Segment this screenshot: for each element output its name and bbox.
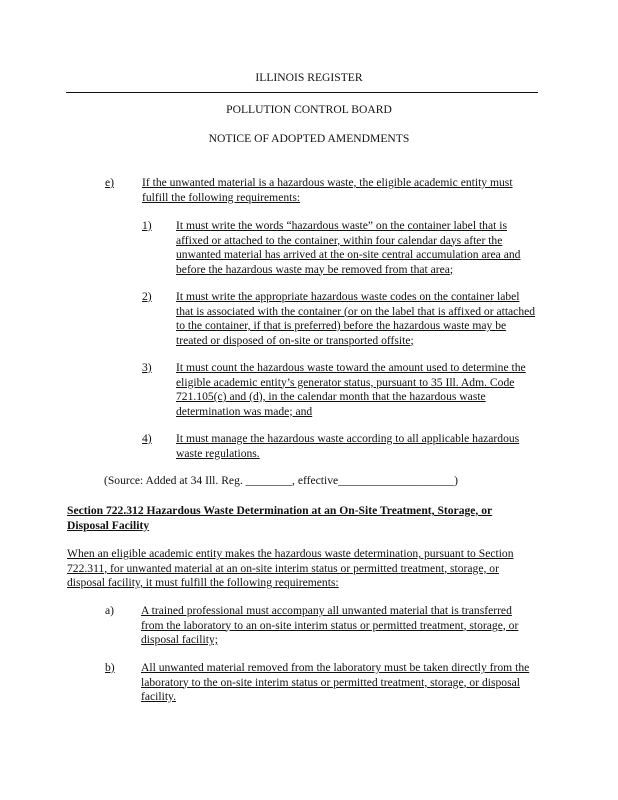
subitem-1-label: 1) [142, 219, 152, 232]
item-e-label: e) [105, 176, 115, 189]
subitem-3-label: 3) [142, 361, 152, 374]
subitem-4-text: It must manage the hazardous waste according to all applicable hazardous waste regulations. [176, 432, 520, 460]
section-intro: When an eligible academic entity makes the hazardous waste determination, pursuant to Section 722.311, for unwanted material at an on-site interim status or permitted treatment, storage, or disposal facility, it must fulfill the following requirements: [67, 547, 514, 589]
header-rule [66, 92, 538, 93]
notice-title: NOTICE OF ADOPTED AMENDMENTS [208, 132, 410, 145]
register-title: ILLINOIS REGISTER [255, 71, 363, 84]
section-heading: Section 722.312 Hazardous Waste Determination at an On-Site Treatment, Storage, or Disposal Facility [67, 504, 493, 532]
section-item-b-label: b) [105, 661, 115, 674]
subitem-4-label: 4) [142, 432, 152, 445]
source-note: (Source: Added at 34 Ill. Reg. ________, effective____________________) [104, 474, 458, 487]
subitem-3-text: It must count the hazardous waste toward the amount used to determine the eligible academic entity’s generator status, pursuant to 35 Ill. Adm. Code 721.105(c) and (d), in the calendar month that the hazardous waste determination was made; and [176, 361, 526, 418]
item-e-text: If the unwanted material is a hazardous waste, the eligible academic entity must fulfill the following requirements: [142, 176, 513, 204]
section-item-a-label: a) [105, 604, 115, 617]
subitem-1-text: It must write the words “hazardous waste” on the container label that is affixed or attached to the container, within four calendar days after the unwanted material has arrived at the on-site central accumulation area and before the hazardous waste may be removed from that area; [176, 219, 521, 276]
section-item-a-text: A trained professional must accompany all unwanted material that is transferred from the laboratory to an on-site interim status or permitted treatment, storage, or disposal facility; [141, 604, 519, 646]
subitem-2-label: 2) [142, 290, 152, 303]
board-title: POLLUTION CONTROL BOARD [226, 103, 392, 116]
section-item-b-text: All unwanted material removed from the laboratory must be taken directly from the laboratory to the on-site interim status or permitted treatment, storage, or disposal facility. [141, 661, 530, 703]
subitem-2-text: It must write the appropriate hazardous waste codes on the container label that is associated with the container (or on the label that is affixed or attached to the container, if that is preferred) before the hazardous waste may be treated or disposed of on-site or transported offsite; [176, 290, 536, 347]
